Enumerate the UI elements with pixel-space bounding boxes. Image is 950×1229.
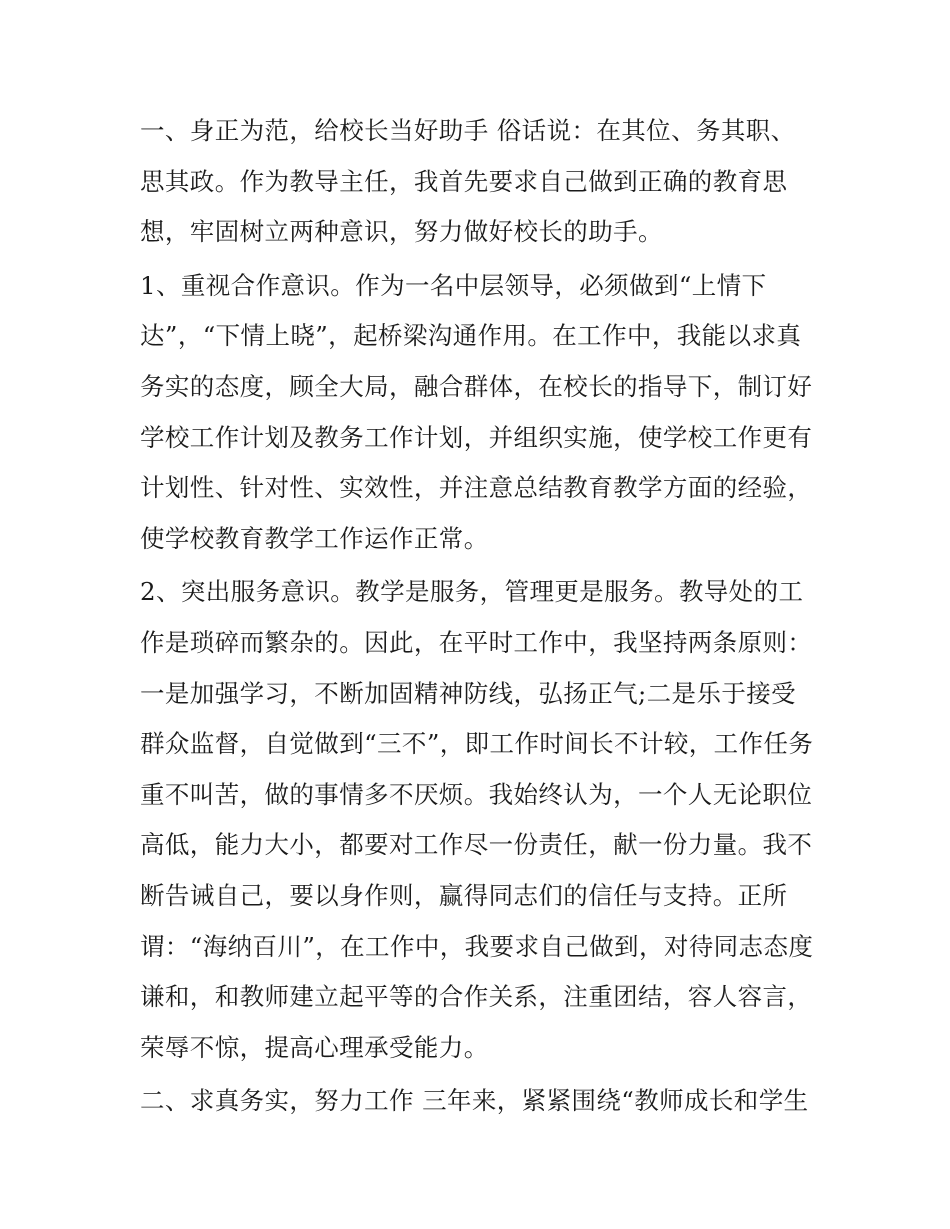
text-line: 重不叫苦，做的事情多不厌烦。我始终认为，一个人无论职位 [140, 779, 813, 809]
text-line: 2、突出服务意识。教学是服务，管理更是服务。教导处的工 [140, 577, 804, 607]
text-line: 荣辱不惊，提高心理承受能力。 [140, 1032, 489, 1062]
text-line: 计划性、针对性、实效性，并注意总结教育教学方面的经验， [140, 473, 813, 503]
text-line: 想，牢固树立两种意识，努力做好校长的助手。 [140, 217, 663, 247]
text-line: 作是琐碎而繁杂的。因此，在平时工作中，我坚持两条原则： [140, 627, 813, 657]
paragraph-section-two-heading [140, 1076, 816, 1127]
text-line: 思其政。作为教导主任，我首先要求自己做到正确的教育思 [140, 166, 788, 196]
text-line: 谓：“海纳百川”，在工作中，我要求自己做到，对待同志态度 [140, 931, 814, 961]
text-line: 1、重视合作意识。作为一名中层领导，必须做到“上情下 [140, 270, 767, 300]
text-line: 断告诫自己，要以身作则，赢得同志们的信任与支持。正所 [140, 880, 788, 910]
document-body [140, 106, 816, 1127]
text-line: 二、求真务实，努力工作 三年来，紧紧围绕“教师成长和学生 [140, 1086, 809, 1116]
paragraph-cooperation-awareness [140, 261, 816, 565]
text-line: 学校工作计划及教务工作计划，并组织实施，使学校工作更有 [140, 422, 813, 452]
text-line: 一是加强学习，不断加固精神防线，弘扬正气;二是乐于接受 [140, 678, 797, 708]
paragraph-section-one-heading [140, 106, 816, 258]
text-line: 谦和，和教师建立起平等的合作关系，注重团结，容人容言， [140, 982, 813, 1012]
text-line: 一、身正为范，给校长当好助手 俗话说：在其位、务其职、 [140, 116, 796, 145]
text-line: 群众监督，自觉做到“三不”，即工作时间长不计较，工作任务 [140, 729, 814, 759]
paragraph-service-awareness [140, 567, 816, 1073]
text-line: 使学校教育教学工作运作正常。 [140, 523, 489, 553]
text-line: 高低，能力大小，都要对工作尽一份责任，献一份力量。我不 [140, 830, 813, 860]
text-line: 务实的态度，顾全大局，融合群体，在校长的指导下，制订好 [140, 371, 813, 401]
text-line: 达”，“下情上晓”，起桥梁沟通作用。在工作中，我能以求真 [140, 321, 802, 351]
